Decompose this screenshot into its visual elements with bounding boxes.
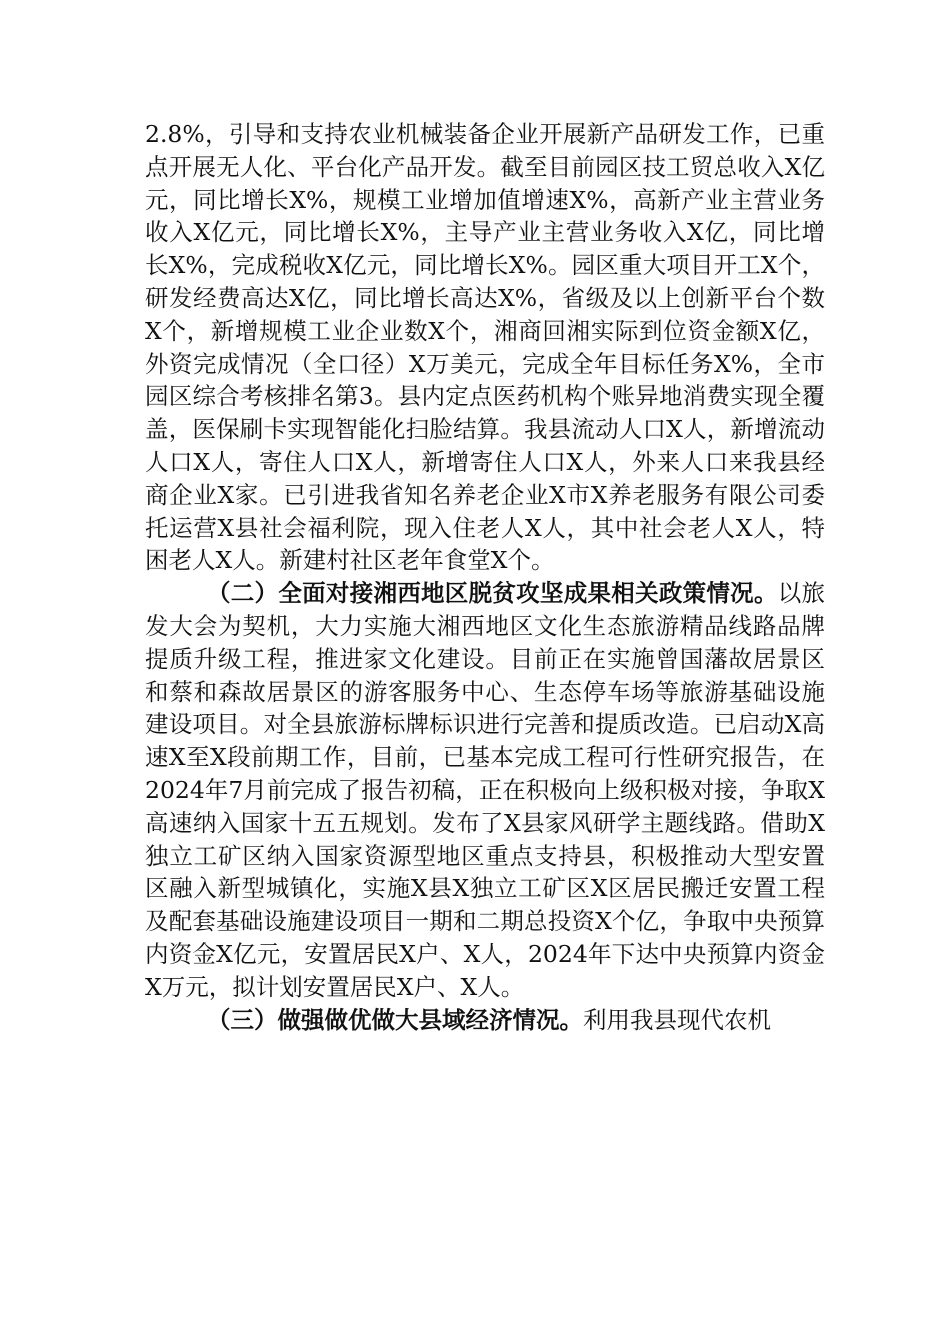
paragraph-3 [145,1004,825,1037]
paragraph-2 [145,577,825,1003]
paragraph-3-text: 利用我县现代农机 [583,1005,771,1034]
section-2-heading: （二）全面对接湘西地区脱贫攻坚成果相关政策情况。 [207,579,778,608]
paragraph-1-text: 2.8%，引导和支持农业机械装备企业开展新产品研发工作，已重点开展无人化、平台化产品开发。截至目前园区技工贸总收入X亿元，同比增长X%，规模工业增加值增速X%，高新产业主营业务收入X亿元，同比增长X%，主导产业主营业务收入X亿，同比增长X%，完成税收X亿元，同比增长X%。园区重大项目开工X个，研发经费高达X亿，同比增长高达X%，省级及以上创新平台个数X个，新增规模工业企业数X个，湘商回湘实际到位资金额X亿，外资完成情况（全口径）X万美元，完成全年目标任务X%，全市园区综合考核排名第3。县内定点医药机构个账异地消费实现全覆盖，医保刷卡实现智能化扫脸结算。我县流动人口X人，新增流动人口X人，寄住人口X人，新增寄住人口X人，外来人口来我县经商企业X家。已引进我省知名养老企业X市X养老服务有限公司委托运营X县社会福利院，现入住老人X人，其中社会老人X人，特困老人X人。新建村社区老年食堂X个。 [145,120,825,575]
paragraph-1 [145,118,825,577]
paragraph-2-text: 以旅发大会为契机，大力实施大湘西地区文化生态旅游精品线路品牌提质升级工程，推进家文化建设。目前正在实施曾国藩故居景区和蔡和森故居景区的游客服务中心、生态停车场等旅游基础设施建设项目。对全县旅游标牌标识进行完善和提质改造。已启动X高速X至X段前期工作，目前，已基本完成工程可行性研究报告，在2024年7月前完成了报告初稿，正在积极向上级积极对接，争取X高速纳入国家十五五规划。发布了X县家风研学主题线路。借助X独立工矿区纳入国家资源型地区重点支持县，积极推动大型安置区融入新型城镇化，实施X县X独立工矿区X区居民搬迁安置工程及配套基础设施建设项目一期和二期总投资X个亿，争取中央预算内资金X亿元，安置居民X户、X人，2024年下达中央预算内资金X万元，拟计划安置居民X户、X人。 [145,579,826,1001]
document-body [145,118,825,1036]
section-3-heading: （三）做强做优做大县域经济情况。 [207,1005,583,1034]
